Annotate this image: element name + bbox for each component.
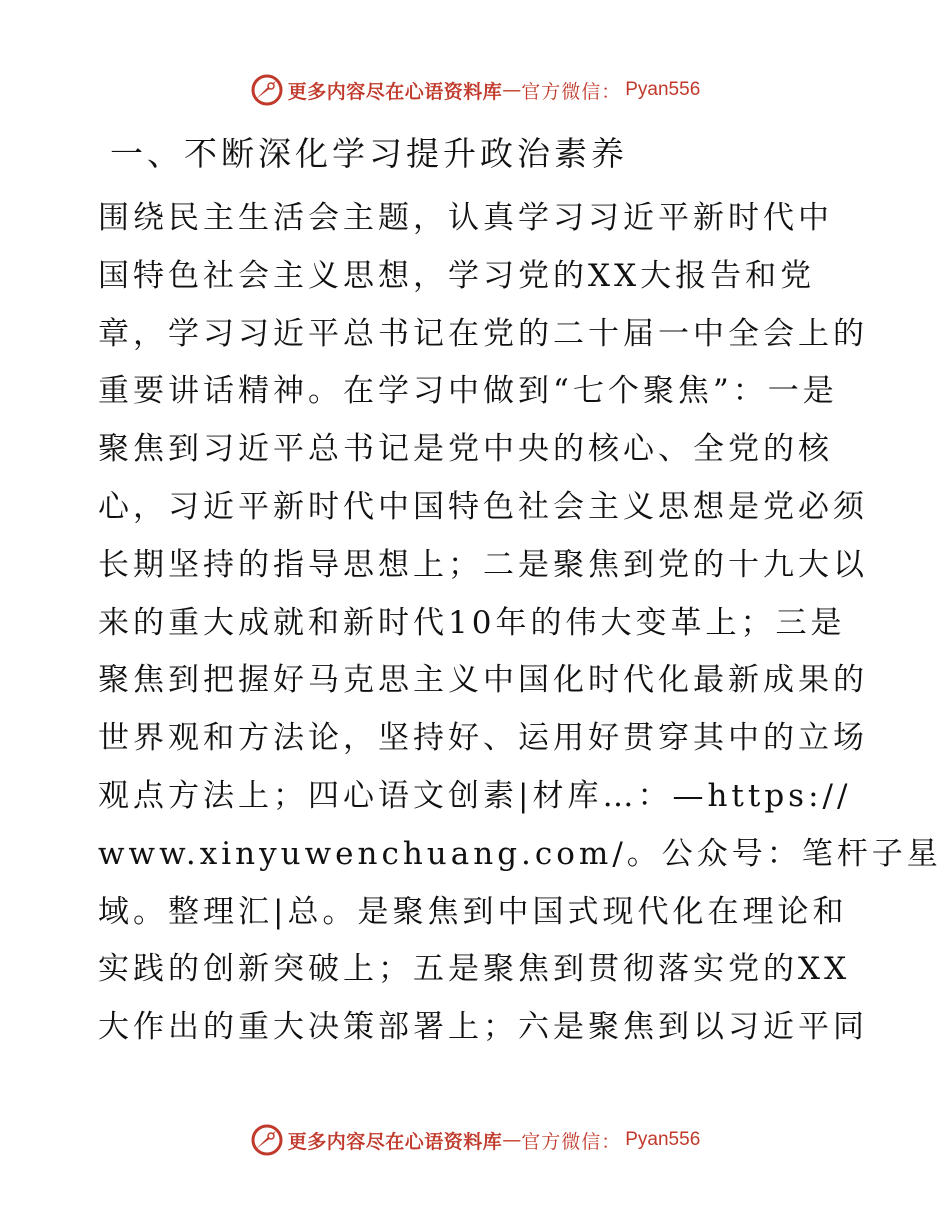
- banner-wechat-id: Pyan556: [625, 1129, 701, 1150]
- section-heading: 一、不断深化学习提升政治素养: [110, 134, 628, 173]
- body-text: [98, 190, 942, 1057]
- body-line: 域。整理汇|总。是聚焦到中国式现代化在理论和: [98, 893, 848, 930]
- body-line: 重要讲话精神。在学习中做到“七个聚焦”：一是: [98, 373, 838, 410]
- body-line: 章，学习习近平总书记在党的二十届一中全会上的: [98, 315, 868, 352]
- body-line: 聚焦到习近平总书记是党中央的核心、全党的核: [98, 431, 833, 468]
- body-line: 心，习近平新时代中国特色社会主义思想是党必须: [98, 488, 868, 525]
- body-line: www.xinyuwenchuang.com/。公众号：笔杆子星: [98, 835, 942, 872]
- body-line: 围绕民主生活会主题，认真学习习近平新时代中: [98, 200, 833, 236]
- body-line: 来的重大成就和新时代10年的伟大变革上；三是: [98, 604, 846, 641]
- body-line: 世界观和方法论，坚持好、运用好贯穿其中的立场: [98, 720, 868, 757]
- body-line: 国特色社会主义思想，学习党的XX大报告和党: [98, 257, 816, 294]
- footer-banner: [0, 1122, 950, 1158]
- banner-wechat-label: 官方微信：: [521, 1130, 622, 1153]
- body-line: 实践的创新突破上；五是聚焦到贯彻落实党的XX: [98, 951, 851, 988]
- banner-brand-text: 更多内容尽在心语资料库: [287, 80, 503, 103]
- banner-dash: —: [502, 79, 522, 101]
- banner-brand-text: 更多内容尽在心语资料库: [287, 1130, 503, 1153]
- body-line: 大作出的重大决策部署上；六是聚焦到以习近平同: [98, 1009, 868, 1046]
- brand-logo-icon: [250, 73, 284, 107]
- body-line: 长期坚持的指导思想上；二是聚焦到党的十九大以: [98, 546, 868, 583]
- body-line: 观点方法上；四心语文创素|材库…：—https://: [98, 777, 852, 814]
- banner-wechat-label: 官方微信：: [521, 80, 622, 103]
- body-line: 聚焦到把握好马克思主义中国化时代化最新成果的: [98, 662, 868, 699]
- banner-dash: —: [502, 1129, 522, 1151]
- header-banner: [0, 72, 950, 108]
- banner-wechat-id: Pyan556: [625, 79, 701, 100]
- brand-logo-icon: [250, 1123, 284, 1157]
